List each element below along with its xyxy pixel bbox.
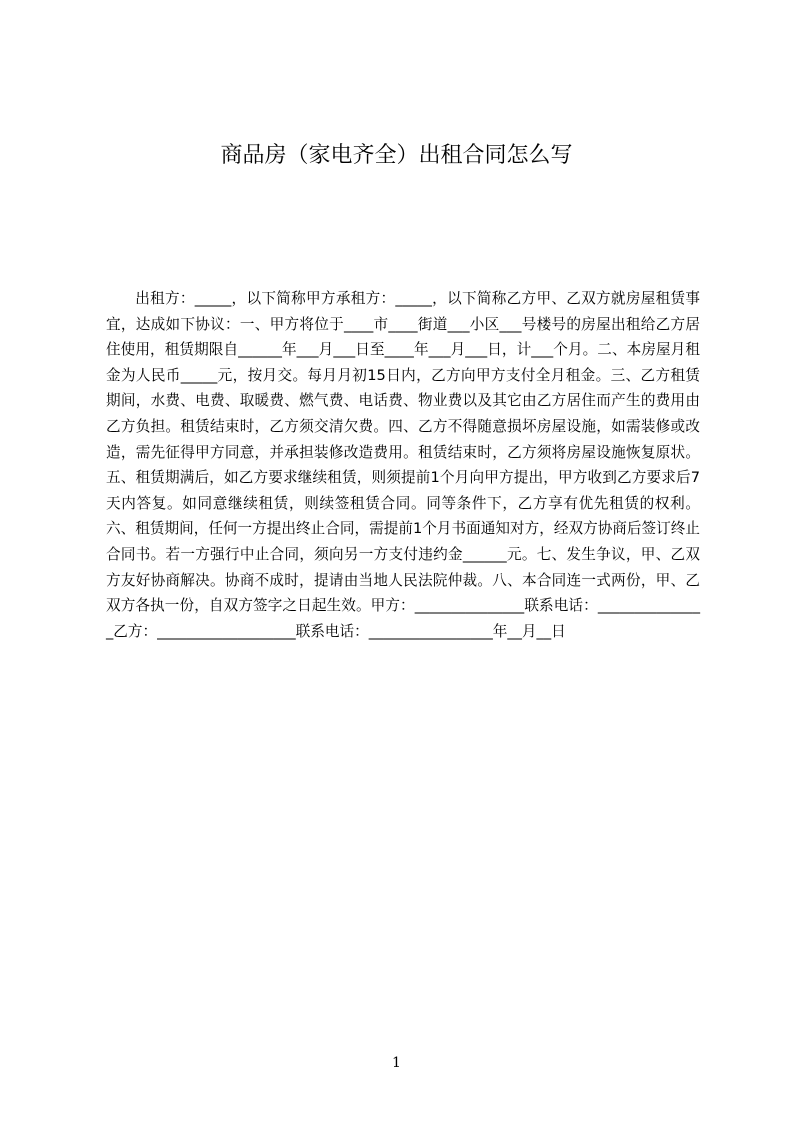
document-title: 商品房（家电齐全）出租合同怎么写 — [220, 143, 573, 168]
contract-body-paragraph: 出租方：_____，以下简称甲方承租方：_____，以下简称乙方甲、乙双方就房屋租赁事宜，达成如下协议：一、甲方将位于____市____街道___小区___号楼号的房屋出租给乙方居住使用，租赁期限自______年___月___日至____年___月___日，计___个月。二、本房屋月租金为人民币_____元，按月交。每月月初15日内，乙方向甲方支付全月租金。三、乙方租赁期间，水费、电费、取暖费、燃气费、电话费、物业费以及其它由乙方居住而产生的费用由乙方负担。租赁结束时，乙方须交清欠费。四、乙方不得随意损坏房屋设施，如需装修或改造，需先征得甲方同意，并承担装修改造费用。租赁结束时，乙方须将房屋设施恢复原状。五、租赁期满后，如乙方要求继续租赁，则须提前1个月向甲方提出，甲方收到乙方要求后7天内答复。如同意继续租赁，则续签租赁合同。同等条件下，乙方享有优先租赁的权利。六、租赁期间，任何一方提出终止合同，需提前1个月书面通知对方，经双方协商后签订终止合同书。若一方强行中止合同，须向另一方支付违约金______元。七、发生争议，甲、乙双方友好协商解决。协商不成时，提请由当地人民法院仲裁。八、本合同连一式两份，甲、乙双方各执一份，自双方签字之日起生效。甲方：_______________联系电话：_______________乙方：___________________联系电话：_________________年__月__日 — [106, 290, 700, 640]
page-number: 1 — [392, 1055, 401, 1071]
